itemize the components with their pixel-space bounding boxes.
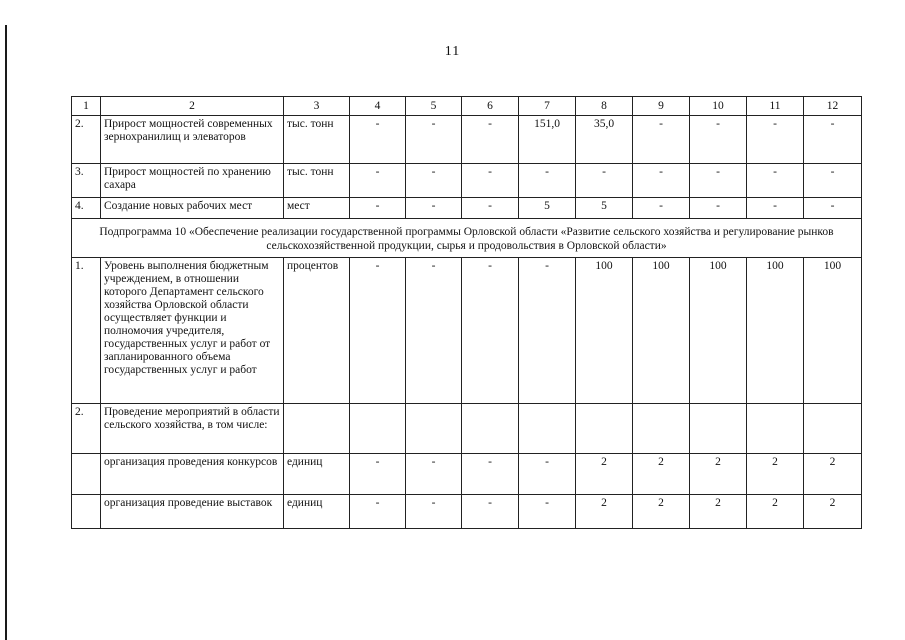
value-cell: - <box>747 198 804 219</box>
value-cell: 2 <box>633 454 690 495</box>
page-edge-line <box>5 25 7 640</box>
value-cell: - <box>804 116 862 164</box>
header-cell: 3 <box>284 97 350 116</box>
value-cell: 2 <box>633 495 690 529</box>
value-cell: - <box>519 164 576 198</box>
row-number: 2. <box>72 404 101 454</box>
table-row <box>72 454 862 495</box>
row-number: 3. <box>72 164 101 198</box>
value-cell: - <box>406 164 462 198</box>
value-cell: - <box>462 198 519 219</box>
unit-cell: тыс. тонн <box>284 164 350 198</box>
value-cell: 100 <box>804 258 862 404</box>
value-cell <box>350 404 406 454</box>
value-cell: 100 <box>633 258 690 404</box>
header-cell: 8 <box>576 97 633 116</box>
value-cell: - <box>804 198 862 219</box>
value-cell <box>633 404 690 454</box>
page-number: 11 <box>444 44 461 59</box>
indicator-name: Прирост мощностей современных зернохранилищ и элеваторов <box>101 116 284 164</box>
value-cell <box>690 404 747 454</box>
value-cell: - <box>350 164 406 198</box>
value-cell: 2 <box>690 454 747 495</box>
value-cell: - <box>406 198 462 219</box>
value-cell: 5 <box>519 198 576 219</box>
value-cell: - <box>462 164 519 198</box>
value-cell <box>804 404 862 454</box>
indicator-name: Прирост мощностей по хранению сахара <box>101 164 284 198</box>
value-cell: - <box>350 495 406 529</box>
table-row <box>72 198 862 219</box>
value-cell: 2 <box>690 495 747 529</box>
value-cell: - <box>690 198 747 219</box>
value-cell <box>747 404 804 454</box>
header-cell: 5 <box>406 97 462 116</box>
header-cell: 2 <box>101 97 284 116</box>
indicator-name: организация проведение выставок <box>101 495 284 529</box>
value-cell <box>576 404 633 454</box>
value-cell: - <box>462 258 519 404</box>
value-cell: - <box>690 164 747 198</box>
value-cell: - <box>350 258 406 404</box>
header-cell: 6 <box>462 97 519 116</box>
indicator-name: организация проведения конкурсов <box>101 454 284 495</box>
subprogram-row <box>72 219 862 258</box>
value-cell: - <box>406 116 462 164</box>
unit-cell: единиц <box>284 454 350 495</box>
value-cell: - <box>633 116 690 164</box>
value-cell: - <box>747 164 804 198</box>
header-cell: 12 <box>804 97 862 116</box>
value-cell: - <box>804 164 862 198</box>
indicators-table <box>71 96 862 529</box>
value-cell <box>462 404 519 454</box>
value-cell: - <box>350 454 406 495</box>
value-cell <box>406 404 462 454</box>
value-cell: - <box>406 495 462 529</box>
indicator-name: Уровень выполнения бюджетным учреждением, в отношении которого Департамент сельского хозяйства Орловской области осуществляет функции и полномочия учредителя, государственных услуг и работ от запланированного объема государственных услуг и работ <box>101 258 284 404</box>
header-cell: 4 <box>350 97 406 116</box>
value-cell: - <box>519 258 576 404</box>
value-cell: - <box>462 116 519 164</box>
unit-cell: единиц <box>284 495 350 529</box>
table-row <box>72 164 862 198</box>
value-cell: 100 <box>690 258 747 404</box>
table-row <box>72 258 862 404</box>
value-cell: - <box>406 258 462 404</box>
value-cell: - <box>690 116 747 164</box>
row-number <box>72 454 101 495</box>
value-cell <box>519 404 576 454</box>
unit-cell <box>284 404 350 454</box>
header-cell: 7 <box>519 97 576 116</box>
value-cell: - <box>462 454 519 495</box>
value-cell: - <box>350 116 406 164</box>
value-cell: 2 <box>804 454 862 495</box>
unit-cell: процентов <box>284 258 350 404</box>
value-cell: - <box>519 495 576 529</box>
table-row <box>72 495 862 529</box>
value-cell: 2 <box>804 495 862 529</box>
table-row <box>72 116 862 164</box>
value-cell: - <box>350 198 406 219</box>
row-number: 4. <box>72 198 101 219</box>
row-number: 1. <box>72 258 101 404</box>
value-cell: 151,0 <box>519 116 576 164</box>
unit-cell: тыс. тонн <box>284 116 350 164</box>
value-cell: - <box>633 198 690 219</box>
value-cell: - <box>519 454 576 495</box>
value-cell: - <box>576 164 633 198</box>
row-number: 2. <box>72 116 101 164</box>
value-cell: 5 <box>576 198 633 219</box>
value-cell: 2 <box>747 495 804 529</box>
value-cell: - <box>633 164 690 198</box>
value-cell: - <box>747 116 804 164</box>
header-cell: 9 <box>633 97 690 116</box>
value-cell: 100 <box>576 258 633 404</box>
row-number <box>72 495 101 529</box>
value-cell: 2 <box>576 454 633 495</box>
value-cell: 100 <box>747 258 804 404</box>
header-cell: 1 <box>72 97 101 116</box>
value-cell: - <box>406 454 462 495</box>
table-row <box>72 404 862 454</box>
header-cell: 10 <box>690 97 747 116</box>
indicator-name: Проведение мероприятий в области сельского хозяйства, в том числе: <box>101 404 284 454</box>
value-cell: - <box>462 495 519 529</box>
value-cell: 35,0 <box>576 116 633 164</box>
table-header-row <box>72 97 862 116</box>
value-cell: 2 <box>576 495 633 529</box>
subprogram-title: Подпрограмма 10 «Обеспечение реализации государственной программы Орловской области «Развитие сельского хозяйства и регулирование рынков сельскохозяйственной продукции, сырья и продовольствия в Орловской области» <box>72 219 862 258</box>
value-cell: 2 <box>747 454 804 495</box>
unit-cell: мест <box>284 198 350 219</box>
indicator-name: Создание новых рабочих мест <box>101 198 284 219</box>
header-cell: 11 <box>747 97 804 116</box>
